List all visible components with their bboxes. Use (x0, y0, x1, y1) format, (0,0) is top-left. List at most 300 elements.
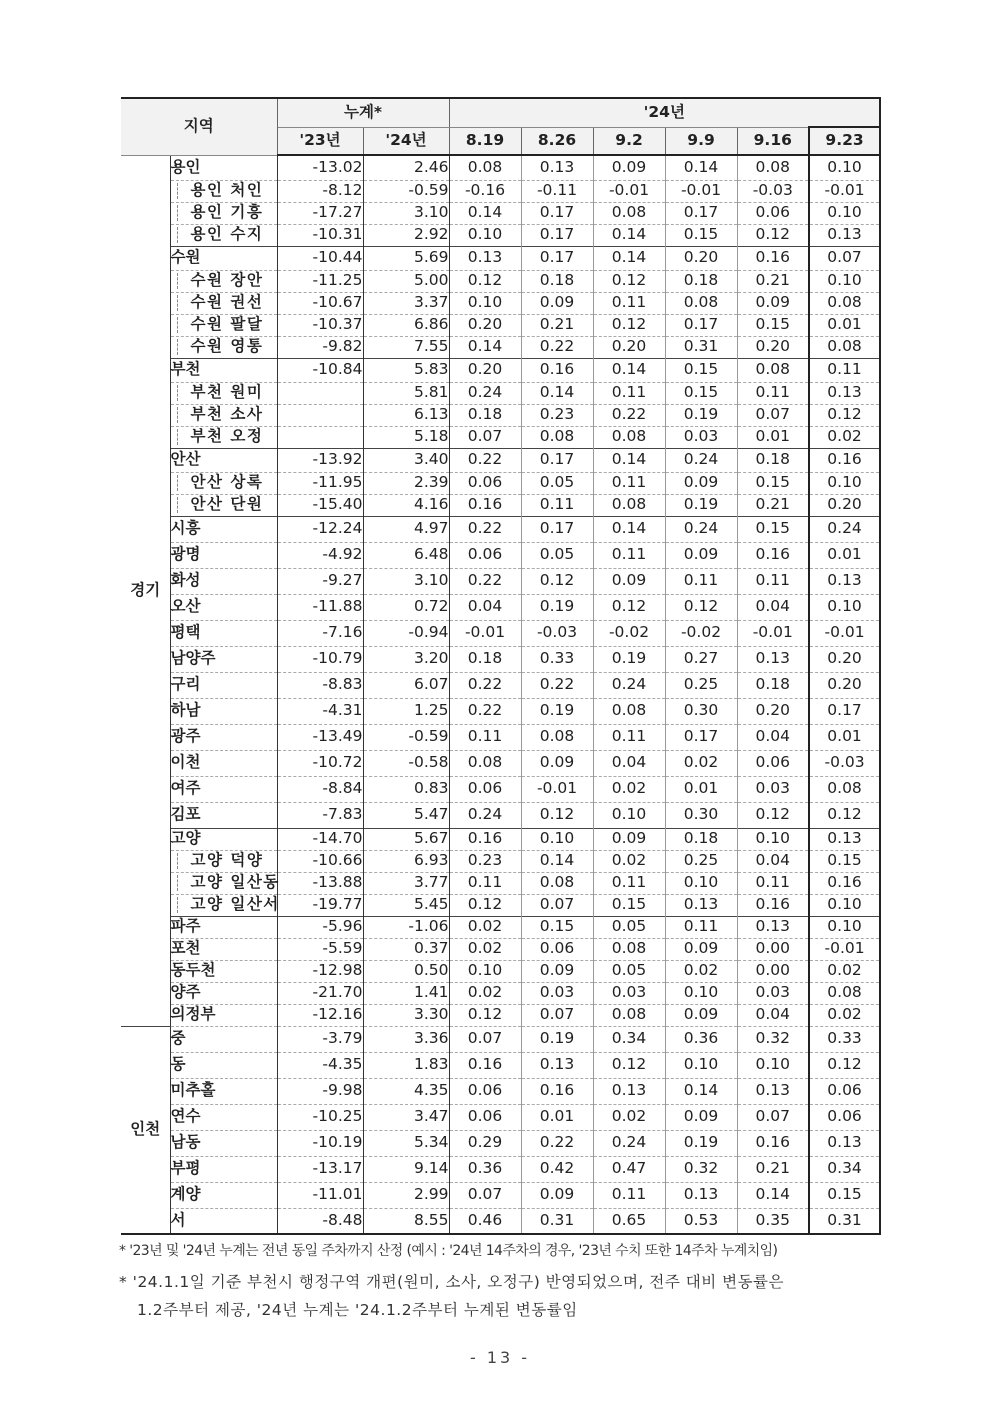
weekly-change-value: 0.47 (593, 1156, 665, 1182)
cum-24-value: 7.55 (363, 336, 449, 358)
subregion-label: 수원 팔달 (177, 317, 264, 333)
weekly-change-value: 0.31 (665, 336, 737, 358)
weekly-change-value: 0.17 (521, 448, 593, 472)
cum-24-value: 4.35 (363, 1078, 449, 1104)
weekly-change-value: 0.14 (521, 850, 593, 872)
weekly-change-value: 0.09 (665, 1004, 737, 1026)
region-name: 계양 (170, 1182, 277, 1208)
weekly-change-value: 0.11 (593, 724, 665, 750)
weekly-change-value: 0.19 (593, 646, 665, 672)
weekly-change-value: 0.33 (809, 1026, 880, 1052)
weekly-change-value: 0.14 (521, 382, 593, 404)
weekly-change-value: 0.30 (665, 802, 737, 828)
weekly-change-value: 0.02 (449, 938, 521, 960)
weekly-change-value: 0.11 (593, 472, 665, 494)
cum-24-value: 5.34 (363, 1130, 449, 1156)
weekly-change-value: 0.02 (665, 960, 737, 982)
cum-23-value: -13.92 (277, 448, 363, 472)
cum-24-value: 0.50 (363, 960, 449, 982)
cum-23-value: -4.35 (277, 1052, 363, 1078)
subregion-name (170, 894, 280, 916)
weekly-change-value: 0.24 (665, 448, 737, 472)
weekly-change-value: 0.17 (665, 202, 737, 224)
weekly-change-value: 0.07 (521, 894, 593, 916)
subregion-name (170, 224, 277, 246)
weekly-change-value: 0.09 (521, 292, 593, 314)
weekly-change-value: -0.16 (449, 180, 521, 202)
weekly-change-value: 0.10 (521, 828, 593, 850)
weekly-change-value: 0.15 (737, 314, 809, 336)
weekly-change-value: 0.08 (593, 494, 665, 516)
weekly-change-value: 0.08 (521, 872, 593, 894)
weekly-change-value: 0.20 (809, 672, 880, 698)
cum-24-value: -0.94 (363, 620, 449, 646)
cum-24-value: 2.99 (363, 1182, 449, 1208)
table-row (121, 776, 880, 802)
header-week-4: 9.9 (665, 127, 737, 155)
weekly-change-value: 0.16 (737, 542, 809, 568)
weekly-change-value: 0.10 (809, 472, 880, 494)
cum-23-value: -12.16 (277, 1004, 363, 1026)
cum-23-value: -15.40 (277, 494, 363, 516)
region-name: 남동 (170, 1130, 277, 1156)
table-row (121, 314, 880, 336)
weekly-change-value: 0.16 (809, 448, 880, 472)
table-row (121, 872, 880, 894)
region-name: 중 (170, 1026, 277, 1052)
weekly-change-value: 0.08 (593, 938, 665, 960)
weekly-change-value: 0.15 (665, 382, 737, 404)
weekly-change-value: 0.20 (593, 336, 665, 358)
subregion-name (170, 472, 277, 494)
weekly-change-value: 0.12 (449, 1004, 521, 1026)
subregion-label: 용인 수지 (177, 227, 264, 243)
weekly-change-value: 0.18 (737, 448, 809, 472)
cum-23-value: -9.27 (277, 568, 363, 594)
cum-24-value: 3.37 (363, 292, 449, 314)
subregion-name (170, 336, 277, 358)
cum-23-value: -4.92 (277, 542, 363, 568)
cum-24-value: -1.06 (363, 916, 449, 938)
table-body (121, 155, 880, 1234)
weekly-change-value: 0.12 (737, 224, 809, 246)
weekly-change-value: 0.11 (593, 1182, 665, 1208)
cum-23-value: -10.67 (277, 292, 363, 314)
weekly-change-value: 0.07 (737, 1104, 809, 1130)
weekly-change-value: 0.16 (521, 358, 593, 382)
weekly-change-value: 0.11 (737, 568, 809, 594)
region-name: 안산 (170, 448, 277, 472)
subregion-label: 안산 단원 (177, 497, 264, 513)
header-cumulative (277, 98, 449, 127)
weekly-change-value: 0.13 (737, 916, 809, 938)
weekly-change-value: 0.13 (809, 382, 880, 404)
weekly-change-value: -0.03 (809, 750, 880, 776)
weekly-change-value: 0.24 (809, 516, 880, 542)
cum-23-value: -17.27 (277, 202, 363, 224)
cum-24-value: 6.86 (363, 314, 449, 336)
weekly-change-value: 0.10 (809, 202, 880, 224)
region-name: 부천 (170, 358, 277, 382)
weekly-change-value: 0.13 (665, 1182, 737, 1208)
cum-23-value: -11.01 (277, 1182, 363, 1208)
cum-23-value: -9.98 (277, 1078, 363, 1104)
subregion-label: 고양 일산서 (177, 897, 280, 913)
subregion-name (170, 292, 277, 314)
cum-24-value: 1.41 (363, 982, 449, 1004)
weekly-change-value: 0.07 (449, 426, 521, 448)
weekly-change-value: 0.12 (665, 594, 737, 620)
weekly-change-value: 0.09 (593, 568, 665, 594)
weekly-change-value: 0.16 (737, 246, 809, 270)
weekly-change-value: 0.21 (737, 494, 809, 516)
weekly-change-value: 0.21 (737, 1156, 809, 1182)
weekly-change-value: 0.08 (593, 202, 665, 224)
region-name: 포천 (170, 938, 277, 960)
cum-24-value: 0.37 (363, 938, 449, 960)
table-row (121, 594, 880, 620)
table-row (121, 336, 880, 358)
weekly-change-value: -0.01 (737, 620, 809, 646)
weekly-change-value: 0.20 (809, 494, 880, 516)
cum-24-value: 0.72 (363, 594, 449, 620)
weekly-change-value: 0.10 (809, 155, 880, 180)
table-row (121, 448, 880, 472)
table-row (121, 1026, 880, 1052)
cum-24-value: 6.48 (363, 542, 449, 568)
weekly-change-value: 0.06 (737, 750, 809, 776)
subregion-label: 고양 일산동 (177, 875, 280, 891)
weekly-change-value: 0.22 (449, 516, 521, 542)
weekly-change-value: 0.10 (449, 224, 521, 246)
weekly-change-value: 0.12 (521, 568, 593, 594)
weekly-change-value: 0.31 (521, 1208, 593, 1234)
weekly-change-value: 0.03 (521, 982, 593, 1004)
cum-23-value: -13.02 (277, 155, 363, 180)
subregion-name (170, 314, 277, 336)
region-group: 인천 (121, 1026, 170, 1234)
table-row (121, 802, 880, 828)
weekly-change-value: 0.20 (449, 358, 521, 382)
table-row (121, 292, 880, 314)
header-week-6: 9.23 (809, 127, 880, 155)
cum-24-value: 2.92 (363, 224, 449, 246)
weekly-change-value: 0.09 (665, 472, 737, 494)
weekly-change-value: 0.15 (665, 358, 737, 382)
cum-23-value: -12.98 (277, 960, 363, 982)
weekly-change-value: 0.15 (737, 472, 809, 494)
weekly-change-value: 0.17 (665, 724, 737, 750)
weekly-change-value: 0.12 (449, 894, 521, 916)
weekly-change-value: 0.06 (449, 472, 521, 494)
table-row (121, 916, 880, 938)
weekly-change-value: 0.00 (737, 960, 809, 982)
weekly-change-value: 0.11 (737, 872, 809, 894)
weekly-change-value: 0.24 (593, 1130, 665, 1156)
weekly-change-value: 0.01 (737, 426, 809, 448)
cum-24-value: 3.30 (363, 1004, 449, 1026)
weekly-change-value: 0.22 (521, 336, 593, 358)
weekly-change-value: 0.04 (737, 850, 809, 872)
cum-23-value: -11.25 (277, 270, 363, 292)
table-row (121, 1182, 880, 1208)
region-name: 오산 (170, 594, 277, 620)
weekly-change-value: 0.11 (809, 358, 880, 382)
weekly-change-value: 0.32 (737, 1026, 809, 1052)
table-row (121, 1104, 880, 1130)
weekly-change-value: 0.27 (665, 646, 737, 672)
weekly-change-value: 0.14 (449, 336, 521, 358)
weekly-change-value: 0.17 (521, 516, 593, 542)
cum-23-value (277, 426, 363, 448)
weekly-change-value: 0.05 (521, 472, 593, 494)
cum-23-value: -5.59 (277, 938, 363, 960)
weekly-change-value: 0.19 (521, 1026, 593, 1052)
header-row-1 (121, 98, 880, 127)
weekly-change-value: 0.36 (665, 1026, 737, 1052)
weekly-change-value: 0.11 (449, 872, 521, 894)
cum-24-value: 3.77 (363, 872, 449, 894)
cum-23-value: -8.83 (277, 672, 363, 698)
weekly-change-value: 0.16 (449, 828, 521, 850)
weekly-change-value: -0.01 (593, 180, 665, 202)
weekly-change-value: 0.08 (809, 982, 880, 1004)
weekly-change-value: 0.24 (449, 382, 521, 404)
table-row (121, 850, 880, 872)
table-row (121, 224, 880, 246)
subregion-name (170, 270, 277, 292)
weekly-change-value: 0.09 (737, 292, 809, 314)
cum-24-value: 3.10 (363, 202, 449, 224)
weekly-change-value: 0.03 (593, 982, 665, 1004)
table-row (121, 828, 880, 850)
cum-23-value (277, 382, 363, 404)
weekly-change-value: 0.16 (449, 494, 521, 516)
weekly-change-value: 0.08 (521, 426, 593, 448)
weekly-change-value: 0.18 (737, 672, 809, 698)
weekly-change-value: 0.25 (665, 850, 737, 872)
weekly-change-value: 0.10 (809, 270, 880, 292)
weekly-change-value: 0.04 (593, 750, 665, 776)
weekly-change-value: 0.65 (593, 1208, 665, 1234)
cum-24-value: 2.39 (363, 472, 449, 494)
weekly-change-value: 0.08 (737, 358, 809, 382)
weekly-change-value: 0.11 (593, 872, 665, 894)
weekly-change-value: 0.15 (665, 224, 737, 246)
price-change-table (121, 97, 881, 1235)
weekly-change-value: -0.01 (449, 620, 521, 646)
cum-23-value: -10.72 (277, 750, 363, 776)
weekly-change-value: 0.17 (665, 314, 737, 336)
weekly-change-value: 0.16 (521, 1078, 593, 1104)
weekly-change-value: 0.13 (809, 568, 880, 594)
weekly-change-value: 0.42 (521, 1156, 593, 1182)
weekly-change-value: 0.12 (809, 1052, 880, 1078)
weekly-change-value: 0.17 (521, 202, 593, 224)
weekly-change-value: 0.29 (449, 1130, 521, 1156)
table-row (121, 982, 880, 1004)
table-row (121, 516, 880, 542)
weekly-change-value: 0.13 (449, 246, 521, 270)
weekly-change-value: 0.09 (665, 1104, 737, 1130)
subregion-name (170, 382, 277, 404)
region-name: 광명 (170, 542, 277, 568)
region-name: 광주 (170, 724, 277, 750)
cum-23-value: -13.88 (277, 872, 363, 894)
weekly-change-value: 0.21 (737, 270, 809, 292)
weekly-change-value: 0.18 (665, 270, 737, 292)
cum-23-value: -4.31 (277, 698, 363, 724)
cum-23-value: -8.12 (277, 180, 363, 202)
table-row (121, 960, 880, 982)
table-row (121, 542, 880, 568)
subregion-name (170, 426, 277, 448)
weekly-change-value: 0.12 (593, 270, 665, 292)
cum-23-value: -8.48 (277, 1208, 363, 1234)
cum-24-value: 5.69 (363, 246, 449, 270)
subregion-name (170, 872, 280, 894)
weekly-change-value: 0.14 (593, 448, 665, 472)
table-row (121, 698, 880, 724)
weekly-change-value: 0.03 (737, 776, 809, 802)
weekly-change-value: 0.06 (449, 542, 521, 568)
cum-23-value: -9.82 (277, 336, 363, 358)
weekly-change-value: 0.18 (449, 404, 521, 426)
weekly-change-value: 0.02 (449, 982, 521, 1004)
cum-24-value: 1.25 (363, 698, 449, 724)
table-row (121, 246, 880, 270)
cum-23-value: -10.19 (277, 1130, 363, 1156)
cum-23-value: -10.37 (277, 314, 363, 336)
weekly-change-value: -0.02 (593, 620, 665, 646)
weekly-change-value: 0.11 (665, 916, 737, 938)
table-row (121, 270, 880, 292)
header-week-5: 9.16 (737, 127, 809, 155)
footnote-cumulative: * '23년 및 '24년 누계는 전년 동일 주차까지 산정 (예시 : '24년 14주차의 경우, '23년 수치 또한 14주차 누계치임) (119, 1243, 778, 1259)
subregion-label: 안산 상록 (177, 475, 264, 491)
weekly-change-value: 0.09 (593, 828, 665, 850)
weekly-change-value: -0.02 (665, 620, 737, 646)
weekly-change-value: 0.33 (521, 646, 593, 672)
footnotes (119, 1240, 889, 1324)
weekly-change-value: 0.02 (809, 426, 880, 448)
cum-23-value: -14.70 (277, 828, 363, 850)
region-name: 서 (170, 1208, 277, 1234)
header-region: 지역 (121, 98, 277, 155)
weekly-change-value: 0.23 (449, 850, 521, 872)
footnote-bucheon-line2: 1.2주부터 제공, '24년 누계는 '24.1.2주부터 누계된 변동률임 (137, 1301, 578, 1319)
region-name: 고양 (170, 828, 277, 850)
weekly-change-value: 0.13 (737, 1078, 809, 1104)
region-name: 수원 (170, 246, 277, 270)
region-name: 화성 (170, 568, 277, 594)
weekly-change-value: 0.12 (521, 802, 593, 828)
weekly-change-value: 0.04 (449, 594, 521, 620)
weekly-change-value: 0.20 (449, 314, 521, 336)
cum-23-value: -21.70 (277, 982, 363, 1004)
cum-23-value: -8.84 (277, 776, 363, 802)
cum-24-value: 6.07 (363, 672, 449, 698)
weekly-change-value: 0.01 (665, 776, 737, 802)
weekly-change-value: 0.11 (449, 724, 521, 750)
weekly-change-value: 0.36 (449, 1156, 521, 1182)
cum-24-value: 1.83 (363, 1052, 449, 1078)
weekly-change-value: 0.10 (737, 1052, 809, 1078)
cum-24-value: 5.67 (363, 828, 449, 850)
subregion-name (170, 494, 277, 516)
weekly-change-value: 0.06 (449, 1104, 521, 1130)
cum-24-value: 5.18 (363, 426, 449, 448)
weekly-change-value: 0.10 (449, 292, 521, 314)
footnote-bucheon (119, 1268, 889, 1324)
weekly-change-value: 0.02 (593, 1104, 665, 1130)
weekly-change-value: 0.10 (665, 982, 737, 1004)
weekly-change-value: 0.15 (809, 850, 880, 872)
weekly-change-value: -0.01 (521, 776, 593, 802)
cum-24-value: 8.55 (363, 1208, 449, 1234)
weekly-change-value: 0.03 (737, 982, 809, 1004)
table-row (121, 155, 880, 180)
weekly-change-value: 0.00 (737, 938, 809, 960)
weekly-change-value: 0.01 (809, 724, 880, 750)
cum-24-value: 5.81 (363, 382, 449, 404)
weekly-change-value: 0.14 (593, 358, 665, 382)
cum-23-value: -12.24 (277, 516, 363, 542)
weekly-change-value: 0.13 (809, 224, 880, 246)
weekly-change-value: 0.13 (593, 1078, 665, 1104)
cum-23-value: -7.16 (277, 620, 363, 646)
weekly-change-value: 0.07 (449, 1182, 521, 1208)
weekly-change-value: 0.20 (809, 646, 880, 672)
weekly-change-value: 0.15 (737, 516, 809, 542)
weekly-change-value: 0.46 (449, 1208, 521, 1234)
weekly-change-value: 0.18 (665, 828, 737, 850)
weekly-change-value: 0.09 (521, 960, 593, 982)
weekly-change-value: 0.13 (521, 1052, 593, 1078)
weekly-change-value: 0.02 (665, 750, 737, 776)
weekly-change-value: -0.11 (521, 180, 593, 202)
cum-23-value (277, 404, 363, 426)
weekly-change-value: 0.24 (593, 672, 665, 698)
weekly-change-value: 0.10 (449, 960, 521, 982)
weekly-change-value: 0.14 (593, 224, 665, 246)
weekly-change-value: 0.07 (737, 404, 809, 426)
weekly-change-value: 0.13 (665, 894, 737, 916)
weekly-change-value: 0.12 (809, 802, 880, 828)
cum-24-value: 5.00 (363, 270, 449, 292)
weekly-change-value: 0.32 (665, 1156, 737, 1182)
weekly-change-value: 0.16 (737, 1130, 809, 1156)
cum-24-value: 0.83 (363, 776, 449, 802)
table-row (121, 1156, 880, 1182)
weekly-change-value: 0.08 (449, 155, 521, 180)
cum-24-value: 4.97 (363, 516, 449, 542)
weekly-change-value: 0.09 (665, 542, 737, 568)
weekly-change-value: 0.14 (737, 1182, 809, 1208)
region-name: 하남 (170, 698, 277, 724)
weekly-change-value: 0.17 (809, 698, 880, 724)
cum-23-value: -10.25 (277, 1104, 363, 1130)
header-week-1: 8.19 (449, 127, 521, 155)
weekly-change-value: 0.19 (665, 1130, 737, 1156)
region-name: 파주 (170, 916, 277, 938)
region-name: 의정부 (170, 1004, 277, 1026)
weekly-change-value: 0.06 (737, 202, 809, 224)
cum-23-value: -5.96 (277, 916, 363, 938)
table-row (121, 568, 880, 594)
subregion-label: 부천 원미 (177, 385, 264, 401)
region-name: 이천 (170, 750, 277, 776)
